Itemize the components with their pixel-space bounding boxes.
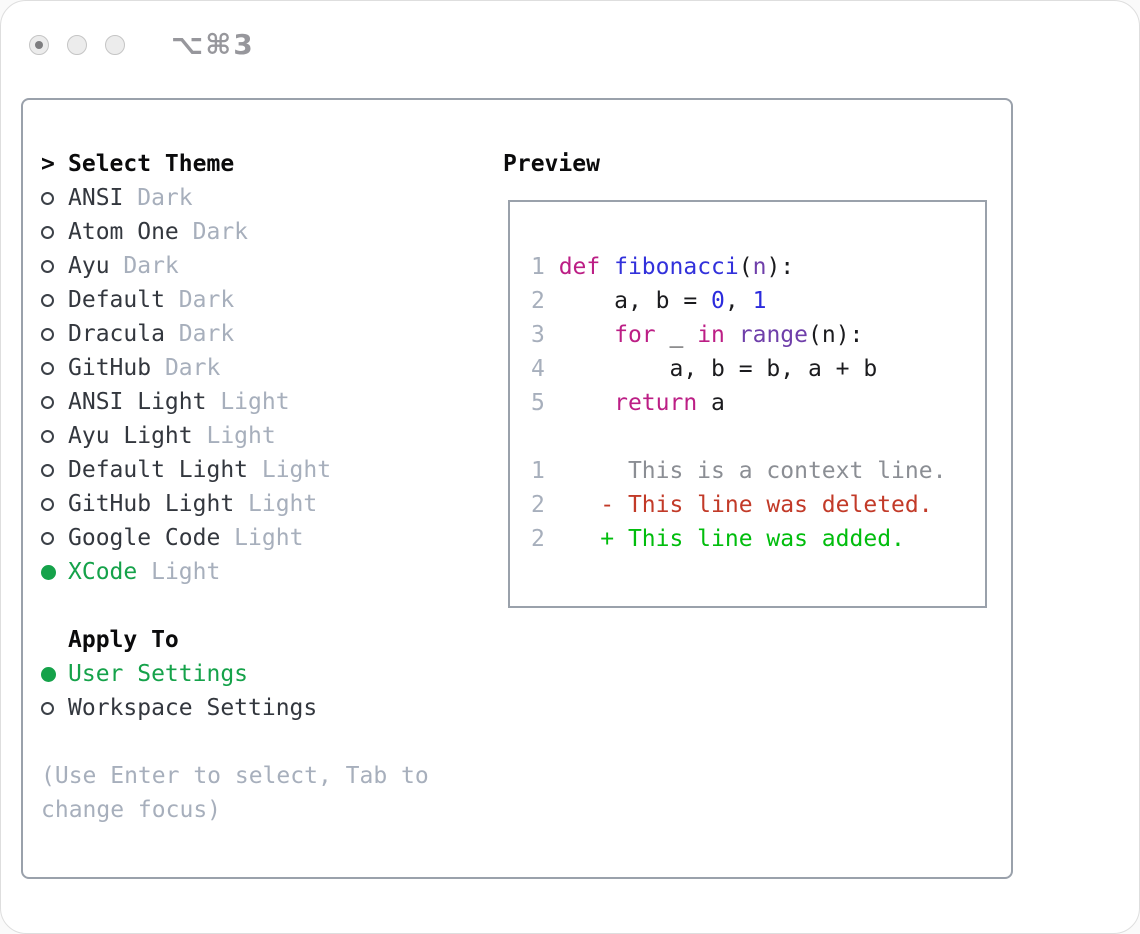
theme-list <box>41 181 503 589</box>
code-line: 5 return a <box>531 390 725 416</box>
apply-name: User Settings <box>68 661 249 687</box>
apply-to-section <box>41 623 503 725</box>
radio-icon <box>41 294 54 307</box>
line-number: 3 <box>531 322 559 348</box>
preview-title: Preview <box>503 151 600 177</box>
theme-variant-tag: Dark <box>109 253 179 279</box>
theme-variant-tag: Dark <box>178 219 249 245</box>
theme-option-ansi-light-light[interactable] <box>41 385 503 419</box>
active-window-dot-icon <box>35 41 43 49</box>
line-number: 4 <box>531 356 559 382</box>
theme-name: XCode <box>68 559 138 585</box>
theme-option-github-light-light[interactable] <box>41 487 503 521</box>
apply-to-options <box>41 657 503 725</box>
theme-option-xcode-light[interactable] <box>41 555 503 589</box>
code-line: 4 a, b = b, a + b <box>531 356 878 382</box>
theme-variant-tag: Dark <box>164 287 235 313</box>
theme-option-google-code-light[interactable] <box>41 521 503 555</box>
preview-column <box>503 147 1011 877</box>
window-minimize-button[interactable] <box>67 35 87 55</box>
focus-marker: > <box>41 151 55 177</box>
apply-option-user-settings[interactable] <box>41 657 503 691</box>
theme-option-ansi-dark[interactable] <box>41 181 503 215</box>
code-blank-line <box>531 420 985 454</box>
code-line: 3 for _ in range(n): <box>531 322 864 348</box>
line-number: 2 <box>531 288 559 314</box>
radio-icon <box>41 192 54 205</box>
radio-icon <box>41 362 54 375</box>
window-zoom-button[interactable] <box>105 35 125 55</box>
diff-text: This is a context line. <box>544 458 947 484</box>
theme-option-github-dark[interactable] <box>41 351 503 385</box>
theme-option-ayu-dark[interactable] <box>41 249 503 283</box>
theme-name: GitHub Light <box>68 491 235 517</box>
radio-selected-icon <box>41 565 56 580</box>
hint-text: (Use Enter to select, Tab to change focus) <box>41 763 429 823</box>
theme-name: Default <box>68 287 165 313</box>
theme-picker-panel <box>21 98 1013 879</box>
diff-line-deleted <box>531 488 985 522</box>
theme-name: GitHub <box>68 355 152 381</box>
diff-line-context <box>531 454 985 488</box>
radio-icon <box>41 532 54 545</box>
radio-icon <box>41 498 54 511</box>
theme-option-ayu-light-light[interactable] <box>41 419 503 453</box>
select-theme-header <box>41 147 503 181</box>
radio-selected-icon <box>41 667 56 682</box>
apply-to-title: Apply To <box>68 627 179 653</box>
window-close-button[interactable] <box>29 35 49 55</box>
line-number: 5 <box>531 390 559 416</box>
theme-name: Dracula <box>68 321 165 347</box>
keyboard-shortcut-label: ⌥⌘3 <box>171 28 255 61</box>
apply-to-header <box>41 623 503 657</box>
theme-variant-tag: Dark <box>123 185 193 211</box>
code-line: 2 a, b = 0, 1 <box>531 288 767 314</box>
titlebar <box>1 1 1139 98</box>
theme-variant-tag: Light <box>220 525 304 551</box>
radio-icon <box>41 702 54 715</box>
code-line: 1 def fibonacci(n): <box>531 254 795 280</box>
theme-variant-tag: Light <box>234 491 318 517</box>
radio-icon <box>41 260 54 273</box>
theme-option-dracula-dark[interactable] <box>41 317 503 351</box>
diff-preview <box>531 454 985 556</box>
theme-option-default-dark[interactable] <box>41 283 503 317</box>
theme-variant-tag: Light <box>206 389 290 415</box>
diff-line-added <box>531 522 985 556</box>
theme-name: Default Light <box>68 457 249 483</box>
theme-variant-tag: Light <box>192 423 276 449</box>
theme-name: ANSI Light <box>68 389 207 415</box>
radio-icon <box>41 328 54 341</box>
diff-text: + This line was added. <box>544 526 905 552</box>
line-number: 2 <box>531 526 545 552</box>
theme-variant-tag: Light <box>137 559 221 585</box>
theme-name: Ayu <box>68 253 110 279</box>
line-number: 1 <box>531 458 545 484</box>
theme-name: Google Code <box>68 525 221 551</box>
radio-icon <box>41 464 54 477</box>
radio-icon <box>41 430 54 443</box>
select-theme-title: Select Theme <box>68 151 235 177</box>
theme-option-default-light-light[interactable] <box>41 453 503 487</box>
radio-icon <box>41 396 54 409</box>
radio-icon <box>41 226 54 239</box>
theme-variant-tag: Dark <box>151 355 221 381</box>
code-preview <box>531 250 985 420</box>
line-number: 2 <box>531 492 545 518</box>
line-number: 1 <box>531 254 559 280</box>
preview-box <box>508 200 987 608</box>
theme-variant-tag: Light <box>248 457 332 483</box>
theme-name: ANSI <box>68 185 124 211</box>
theme-name: Ayu Light <box>68 423 193 449</box>
apply-option-workspace-settings[interactable] <box>41 691 503 725</box>
selector-column <box>41 147 503 877</box>
theme-option-atom-one-dark[interactable] <box>41 215 503 249</box>
theme-name: Atom One <box>68 219 179 245</box>
theme-variant-tag: Dark <box>164 321 235 347</box>
diff-text: - This line was deleted. <box>544 492 933 518</box>
apply-name: Workspace Settings <box>68 695 318 721</box>
